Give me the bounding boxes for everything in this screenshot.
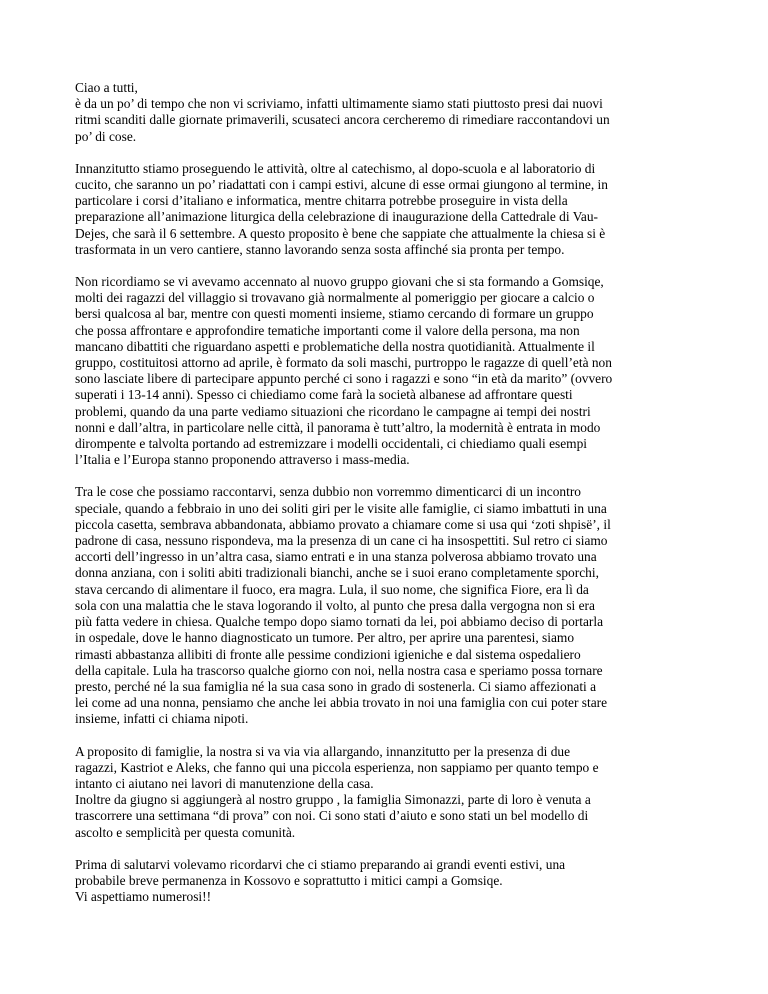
text-line: ascolto e semplicità per questa comunità. [75, 824, 296, 840]
text-line: nonni e dall’altra, in particolare nelle città, il panorama è tutt’altro, la modernità è entrata in modo [75, 419, 601, 435]
text-line: superati i 13-14 anni). Spesso ci chiediamo come farà la società albanese ad affrontare questi [75, 387, 573, 403]
text-line: Non ricordiamo se vi avevamo accennato al nuovo gruppo giovani che si sta formando a Gomsiqe, [75, 274, 604, 290]
text-line: dirompente e talvolta portando ad estremizzare i modelli occidentali, ci chiediamo quali esempi [75, 436, 588, 452]
text-line: speciale, quando a febbraio in uno dei soliti giri per le visite alle famiglie, ci siamo imbattuti in una [75, 500, 607, 516]
text-line: ritmi scanditi dalle giornate primaverili, scusateci ancora cercheremo di rimediare raccontandovi un [75, 112, 610, 128]
text-line: Dejes, che sarà il 6 settembre. A questo proposito è bene che sappiate che attualmente la chiesa si è [75, 225, 606, 241]
text-line: è da un po’ di tempo che non vi scriviamo, infatti ultimamente siamo stati piuttosto presi dai nuovi [75, 96, 603, 112]
text-line: insieme, infatti ci chiama nipoti. [75, 711, 249, 727]
text-line: problemi, quando da una parte vediamo situazioni che ricordano le campagne ai tempi dei nostri [75, 403, 591, 419]
text-line: Tra le cose che possiamo raccontarvi, senza dubbio non vorremmo dimenticarci di un incontro [75, 484, 581, 500]
text-line: che possa affrontare e approfondire tematiche importanti come il valore della persona, ma non [75, 322, 580, 338]
letter-body [75, 80, 685, 921]
text-line: piccola casetta, sembrava abbandonata, abbiamo provato a chiamare come si usa qui ‘zoti shpisë’, il [75, 516, 611, 532]
text-line: intanto ci aiutano nei lavori di manutenzione della casa. [75, 775, 374, 791]
text-line: presto, perché né la sua famiglia né la sua casa sono in grado di sostenerla. Ci siamo affezionati a [75, 678, 597, 694]
text-line: stava cercando di alimentare il fuoco, era magra. Lula, il suo nome, che significa Fiore, era lì da [75, 581, 589, 597]
text-line: po’ di cose. [75, 128, 137, 144]
text-line: ragazzi, Kastriot e Aleks, che fanno qui una piccola esperienza, non sappiamo per quanto tempo e [75, 759, 599, 775]
text-line: padrone di casa, nessuno rispondeva, ma la presenza di un cane ci ha insospettiti. Sul retro ci siamo [75, 533, 608, 549]
text-line: bersi qualcosa al bar, mentre con questi momenti insieme, stiamo cercando di formare un gruppo [75, 306, 594, 322]
text-line: donna anziana, con i soliti abiti tradizionali bianchi, anche se i suoi erano completamente sporchi, [75, 565, 599, 581]
text-line: particolare i corsi d’italiano e informatica, mentre chitarra potrebbe proseguire in vista della [75, 193, 568, 209]
text-line: probabile breve permanenza in Kossovo e soprattutto i mitici campi a Gomsiqe. [75, 872, 503, 888]
text-line: Prima di salutarvi volevamo ricordarvi che ci stiamo preparando ai grandi eventi estivi, una [75, 856, 566, 872]
paragraph-3 [75, 274, 685, 468]
text-line: cucito, che saranno un po’ riadattati con i campi estivi, alcune di esse ormai giungono al termine, in [75, 177, 608, 193]
text-line: mancano dibattiti che riguardano aspetti e problematiche della nostra quotidianità. Attualmente il [75, 338, 595, 354]
text-line: sono lasciate libere di partecipare appunto perché ci sono i ragazzi e sono “in età da marito” (ovvero [75, 371, 613, 387]
text-line: della capitale. Lula ha trascorso qualche giorno con noi, nella nostra casa e speriamo possa tornare [75, 662, 603, 678]
text-line: in ospedale, dove le hanno diagnosticato un tumore. Per altro, per aprire una parentesi, siamo [75, 630, 575, 646]
text-line: sola con una malattia che le stava logorando il volto, al punto che presa dalla vergogna non si era [75, 597, 595, 613]
text-line: più fatta vedere in chiesa. Qualche tempo dopo siamo tornati da lei, poi abbiamo deciso di portarla [75, 614, 604, 630]
paragraph-4 [75, 484, 685, 727]
closing-line: Vi aspettiamo numerosi!! [75, 889, 212, 905]
paragraph-5 [75, 744, 685, 841]
text-line: l’Italia e l’Europa stanno proponendo attraverso i mass-media. [75, 452, 410, 468]
text-line: molti dei ragazzi del villaggio si trovavano già normalmente al pomeriggio per giocare a calcio o [75, 290, 595, 306]
text-line: Inoltre da giugno si aggiungerà al nostro gruppo , la famiglia Simonazzi, parte di loro è venuta a [75, 792, 591, 808]
greeting-line: Ciao a tutti, [75, 80, 138, 95]
paragraph-6 [75, 857, 685, 906]
text-line: preparazione all’animazione liturgica della celebrazione di inaugurazione della Cattedrale di Vau- [75, 209, 598, 225]
text-line: A proposito di famiglie, la nostra si va via via allargando, innanzitutto per la presenza di due [75, 743, 571, 759]
text-line: gruppo, costituitosi attorno ad aprile, è formato da soli maschi, purtroppo le ragazze di quell’età non [75, 355, 612, 371]
text-line: lei come ad una nonna, pensiamo che anche lei abbia trovato in noi una famiglia con cui poter stare [75, 695, 608, 711]
text-line: accorti dell’ingresso in un’altra casa, siamo entrati e in una stanza polverosa abbiamo trovato una [75, 549, 597, 565]
text-line: trascorrere una settimana “di prova” con noi. Ci sono stati d’aiuto e sono stati un bel modello di [75, 808, 589, 824]
text-line: trasformata in un vero cantiere, stanno lavorando senza sosta affinché sia pronta per tempo. [75, 241, 565, 257]
text-line: Innanzitutto stiamo proseguendo le attività, oltre al catechismo, al dopo-scuola e al laboratorio di [75, 160, 596, 176]
text-line: rimasti abbastanza allibiti di fronte alle pessime condizioni igieniche e dal sistema ospedaliero [75, 646, 581, 662]
paragraph-2 [75, 161, 685, 258]
paragraph-1 [75, 80, 685, 145]
